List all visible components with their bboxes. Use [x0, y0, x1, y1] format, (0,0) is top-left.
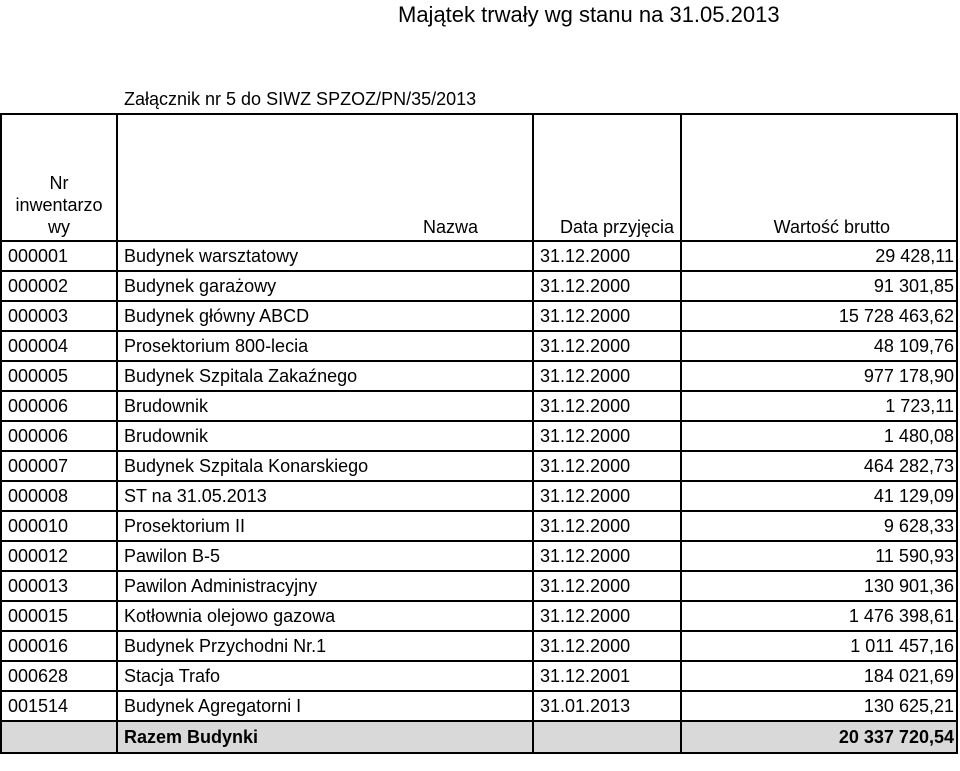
cell-inventory-number: 000006	[1, 421, 117, 451]
cell-name: Stacja Trafo	[117, 661, 533, 691]
cell-name: Budynek Szpitala Zakaźnego	[117, 361, 533, 391]
cell-gross-value: 11 590,93	[681, 541, 957, 571]
cell-gross-value: 1 011 457,16	[681, 631, 957, 661]
table-body	[1, 241, 957, 721]
table-row	[1, 241, 957, 271]
total-empty-cell	[533, 721, 681, 753]
cell-name: Budynek Przychodni Nr.1	[117, 631, 533, 661]
cell-inventory-number: 000007	[1, 451, 117, 481]
cell-name: Budynek garażowy	[117, 271, 533, 301]
table-row	[1, 481, 957, 511]
cell-date: 31.12.2000	[533, 541, 681, 571]
cell-gross-value: 977 178,90	[681, 361, 957, 391]
cell-gross-value: 48 109,76	[681, 331, 957, 361]
header-row	[1, 114, 957, 241]
table-row	[1, 601, 957, 631]
cell-date: 31.12.2000	[533, 331, 681, 361]
cell-inventory-number: 000013	[1, 571, 117, 601]
cell-name: Prosektorium 800-lecia	[117, 331, 533, 361]
table-row	[1, 571, 957, 601]
cell-inventory-number: 001514	[1, 691, 117, 721]
cell-date: 31.12.2000	[533, 391, 681, 421]
cell-gross-value: 1 723,11	[681, 391, 957, 421]
cell-name: ST na 31.05.2013	[117, 481, 533, 511]
cell-name: Budynek Agregatorni I	[117, 691, 533, 721]
total-label: Razem Budynki	[117, 721, 533, 753]
cell-date: 31.12.2000	[533, 451, 681, 481]
total-empty-cell	[1, 721, 117, 753]
cell-date: 31.01.2013	[533, 691, 681, 721]
cell-inventory-number: 000008	[1, 481, 117, 511]
header-gross-value: Wartość brutto	[681, 114, 957, 241]
cell-inventory-number: 000010	[1, 511, 117, 541]
table-row	[1, 331, 957, 361]
table-row	[1, 511, 957, 541]
cell-date: 31.12.2000	[533, 361, 681, 391]
cell-gross-value: 9 628,33	[681, 511, 957, 541]
cell-inventory-number: 000006	[1, 391, 117, 421]
cell-name: Budynek główny ABCD	[117, 301, 533, 331]
cell-inventory-number: 000005	[1, 361, 117, 391]
total-value: 20 337 720,54	[681, 721, 957, 753]
table-row	[1, 631, 957, 661]
document-title: Majątek trwały wg stanu na 31.05.2013	[398, 2, 780, 27]
cell-date: 31.12.2000	[533, 631, 681, 661]
cell-date: 31.12.2000	[533, 271, 681, 301]
header-inventory-number: Nr inwentarzo wy	[1, 114, 117, 241]
cell-gross-value: 29 428,11	[681, 241, 957, 271]
cell-name: Budynek warsztatowy	[117, 241, 533, 271]
table-row	[1, 361, 957, 391]
table-row	[1, 421, 957, 451]
cell-gross-value: 41 129,09	[681, 481, 957, 511]
cell-name: Brudownik	[117, 391, 533, 421]
cell-inventory-number: 000628	[1, 661, 117, 691]
table-row	[1, 301, 957, 331]
cell-inventory-number: 000003	[1, 301, 117, 331]
cell-name: Brudownik	[117, 421, 533, 451]
cell-date: 31.12.2000	[533, 511, 681, 541]
table-row	[1, 691, 957, 721]
cell-inventory-number: 000001	[1, 241, 117, 271]
cell-inventory-number: 000002	[1, 271, 117, 301]
cell-name: Budynek Szpitala Konarskiego	[117, 451, 533, 481]
cell-date: 31.12.2000	[533, 571, 681, 601]
cell-gross-value: 91 301,85	[681, 271, 957, 301]
cell-name: Pawilon B-5	[117, 541, 533, 571]
cell-date: 31.12.2001	[533, 661, 681, 691]
cell-date: 31.12.2000	[533, 301, 681, 331]
cell-date: 31.12.2000	[533, 421, 681, 451]
cell-date: 31.12.2000	[533, 601, 681, 631]
cell-name: Kotłownia olejowo gazowa	[117, 601, 533, 631]
table-row	[1, 661, 957, 691]
cell-inventory-number: 000012	[1, 541, 117, 571]
cell-gross-value: 15 728 463,62	[681, 301, 957, 331]
cell-gross-value: 184 021,69	[681, 661, 957, 691]
cell-gross-value: 130 901,36	[681, 571, 957, 601]
cell-inventory-number: 000004	[1, 331, 117, 361]
cell-name: Prosektorium II	[117, 511, 533, 541]
table-row	[1, 451, 957, 481]
table-row	[1, 541, 957, 571]
cell-date: 31.12.2000	[533, 481, 681, 511]
total-row	[1, 721, 957, 753]
table-row	[1, 271, 957, 301]
table-row	[1, 391, 957, 421]
cell-gross-value: 464 282,73	[681, 451, 957, 481]
header-name: Nazwa	[117, 114, 533, 241]
attachment-subtitle: Załącznik nr 5 do SIWZ SPZOZ/PN/35/2013	[124, 89, 477, 109]
cell-name: Pawilon Administracyjny	[117, 571, 533, 601]
cell-gross-value: 1 480,08	[681, 421, 957, 451]
assets-table	[0, 113, 958, 754]
cell-gross-value: 1 476 398,61	[681, 601, 957, 631]
cell-date: 31.12.2000	[533, 241, 681, 271]
cell-inventory-number: 000015	[1, 601, 117, 631]
header-date: Data przyjęcia	[533, 114, 681, 241]
cell-inventory-number: 000016	[1, 631, 117, 661]
cell-gross-value: 130 625,21	[681, 691, 957, 721]
